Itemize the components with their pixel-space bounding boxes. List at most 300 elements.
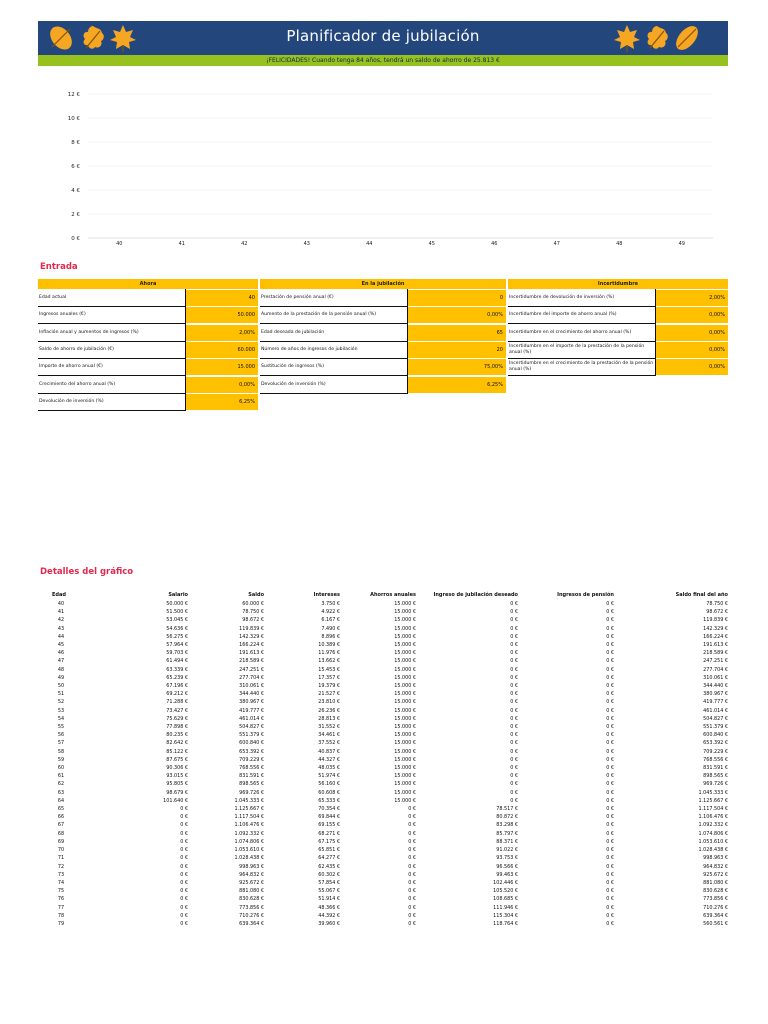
table-row — [38, 863, 728, 871]
table-cell: 118.764 € — [493, 920, 518, 927]
table-cell: 46 — [57, 650, 65, 657]
table-cell: 504.827 € — [703, 715, 728, 722]
x-tick-label: 40 — [116, 241, 123, 247]
table-cell: 551.379 € — [703, 724, 728, 731]
maple-leaf-icon — [612, 23, 642, 53]
table-cell: 80.872 € — [496, 814, 518, 821]
table-cell: 218.589 € — [239, 658, 264, 665]
table-cell: 898.565 € — [703, 773, 728, 780]
table-cell: 768.556 € — [703, 756, 728, 763]
table-cell: 0 € — [180, 838, 188, 845]
table-cell: 15.000 € — [394, 617, 416, 624]
table-cell: 1.028.438 € — [234, 855, 264, 862]
table-cell: 15.000 € — [394, 699, 416, 706]
table-cell: 15.000 € — [394, 789, 416, 796]
table-row — [38, 748, 728, 756]
table-cell: 15.000 € — [394, 740, 416, 747]
table-cell: 64.277 € — [318, 855, 340, 862]
table-cell: 75 — [57, 888, 65, 895]
table-cell: 773.856 € — [703, 896, 728, 903]
table-row — [38, 756, 728, 764]
table-row — [38, 616, 728, 624]
table-cell: 461.014 € — [239, 715, 264, 722]
table-cell: 0 € — [606, 847, 614, 854]
table-cell: 998.963 € — [703, 855, 728, 862]
input-value-field[interactable]: 2,00% — [186, 325, 258, 341]
table-cell: 0 € — [408, 847, 416, 854]
table-cell: 98.679 € — [166, 789, 188, 796]
table-cell: 0 € — [510, 797, 518, 804]
table-row — [38, 871, 728, 879]
table-cell: 0 € — [510, 633, 518, 640]
table-row — [38, 797, 728, 805]
page-title: Planificador de jubilación — [286, 27, 480, 45]
column-header: Edad — [52, 592, 66, 598]
table-cell: 60.302 € — [318, 871, 340, 878]
table-cell: 15.000 € — [394, 707, 416, 714]
table-cell: 653.392 € — [239, 748, 264, 755]
table-cell: 17.357 € — [318, 674, 340, 681]
table-cell: 1.074.806 € — [234, 838, 264, 845]
table-cell: 0 € — [180, 814, 188, 821]
table-cell: 53 — [57, 707, 65, 714]
table-cell: 0 € — [606, 724, 614, 731]
table-cell: 76 — [57, 896, 65, 903]
table-cell: 13.662 € — [318, 658, 340, 665]
table-cell: 0 € — [606, 756, 614, 763]
table-cell: 15.000 € — [394, 797, 416, 804]
table-cell: 65.851 € — [318, 847, 340, 854]
table-cell: 67.196 € — [166, 683, 188, 690]
table-cell: 56.275 € — [166, 633, 188, 640]
table-cell: 0 € — [510, 781, 518, 788]
table-cell: 48.366 € — [318, 904, 340, 911]
table-cell: 15.000 € — [394, 765, 416, 772]
table-cell: 0 € — [606, 674, 614, 681]
table-cell: 93.753 € — [496, 855, 518, 862]
column-header: Intereses — [313, 592, 340, 598]
table-cell: 69 — [57, 838, 65, 845]
table-cell: 831.591 € — [703, 765, 728, 772]
summary-amount: 25.813 € — [473, 57, 500, 64]
table-cell: 0 € — [606, 666, 614, 673]
table-cell: 67 — [57, 822, 65, 829]
table-cell: 1.045.333 € — [698, 789, 728, 796]
table-cell: 380.967 € — [703, 691, 728, 698]
table-row — [38, 707, 728, 715]
table-cell: 55 — [57, 724, 65, 731]
table-cell: 0 € — [606, 691, 614, 698]
table-cell: 99.463 € — [496, 871, 518, 878]
table-cell: 44 — [57, 633, 65, 640]
column-header: Salario — [168, 592, 188, 598]
table-cell: 768.556 € — [239, 765, 264, 772]
table-cell: 0 € — [408, 888, 416, 895]
table-cell: 925.672 € — [703, 871, 728, 878]
leaf-icon — [672, 23, 702, 53]
table-cell: 50.000 € — [166, 601, 188, 607]
table-cell: 0 € — [606, 707, 614, 714]
table-cell: 0 € — [180, 822, 188, 829]
table-cell: 26.236 € — [318, 707, 340, 714]
table-cell: 91.022 € — [496, 847, 518, 854]
table-cell: 0 € — [408, 863, 416, 870]
table-cell: 71 — [57, 855, 65, 862]
table-cell: 881.080 € — [703, 879, 728, 886]
input-value-field[interactable]: 65 — [408, 325, 506, 341]
table-cell: 0 € — [606, 920, 614, 927]
table-cell: 41 — [57, 609, 65, 616]
table-cell: 166.224 € — [239, 642, 264, 649]
table-cell: 11.976 € — [318, 650, 340, 657]
table-cell: 15.000 € — [394, 666, 416, 673]
x-tick-label: 46 — [491, 241, 498, 247]
x-tick-label: 42 — [241, 241, 248, 247]
table-cell: 44.392 € — [318, 912, 340, 919]
table-cell: 85.797 € — [496, 830, 518, 837]
y-tick-label: 12 € — [67, 92, 80, 98]
table-cell: 0 € — [606, 806, 614, 813]
table-row — [38, 912, 728, 920]
table-cell: 60.000 € — [242, 601, 264, 607]
table-cell: 28.813 € — [318, 715, 340, 722]
table-cell: 0 € — [180, 863, 188, 870]
table-cell: 69.212 € — [166, 691, 188, 698]
table-cell: 55.067 € — [318, 888, 340, 895]
table-cell: 0 € — [180, 920, 188, 927]
table-cell: 560.561 € — [703, 920, 728, 927]
input-value-field[interactable]: 0,00% — [186, 377, 258, 393]
table-cell: 0 € — [510, 756, 518, 763]
table-cell: 10.389 € — [318, 642, 340, 649]
table-cell: 0 € — [510, 625, 518, 632]
row-divider — [260, 393, 408, 394]
table-cell: 63.339 € — [166, 666, 188, 673]
table-cell: 19.379 € — [318, 683, 340, 690]
table-cell: 0 € — [408, 822, 416, 829]
table-cell: 0 € — [510, 765, 518, 772]
table-cell: 15.000 € — [394, 625, 416, 632]
input-group-header: Incertidumbre — [508, 279, 728, 289]
table-cell: 57 — [57, 740, 65, 747]
table-cell: 600.840 € — [703, 732, 728, 739]
table-cell: 0 € — [606, 683, 614, 690]
table-row — [38, 690, 728, 698]
table-cell: 48 — [57, 666, 65, 673]
table-cell: 58 — [57, 748, 65, 755]
table-cell: 73.427 € — [166, 707, 188, 714]
table-cell: 0 € — [606, 773, 614, 780]
table-cell: 0 € — [180, 912, 188, 919]
table-cell: 51.914 € — [318, 896, 340, 903]
table-cell: 48.035 € — [318, 765, 340, 772]
table-cell: 247.251 € — [239, 666, 264, 673]
table-cell: 37.552 € — [318, 740, 340, 747]
table-cell: 504.827 € — [239, 724, 264, 731]
table-cell: 1.092.332 € — [234, 830, 264, 837]
table-cell: 71.288 € — [166, 699, 188, 706]
table-cell: 57.854 € — [318, 879, 340, 886]
table-cell: 142.329 € — [703, 625, 728, 632]
table-cell: 78.750 € — [706, 601, 728, 607]
input-label: Ingresos anuales (€) — [39, 312, 86, 318]
table-row — [38, 625, 728, 633]
table-cell: 964.832 € — [703, 863, 728, 870]
input-value-field[interactable]: 0,00% — [408, 307, 506, 323]
table-row — [38, 887, 728, 895]
table-cell: 0 € — [408, 830, 416, 837]
table-row — [38, 657, 728, 665]
row-divider — [508, 375, 656, 376]
table-cell: 85.122 € — [166, 748, 188, 755]
table-cell: 15.000 € — [394, 691, 416, 698]
table-row — [38, 904, 728, 912]
table-cell: 247.251 € — [703, 658, 728, 665]
input-label: Edad deseada de jubilación — [261, 329, 325, 335]
table-cell: 0 € — [510, 683, 518, 690]
table-row — [38, 600, 728, 608]
table-cell: 0 € — [510, 773, 518, 780]
input-label: Devolución de inversión (%) — [261, 381, 326, 387]
table-cell: 0 € — [606, 912, 614, 919]
table-row — [38, 633, 728, 641]
summary-age: 84 — [356, 57, 364, 64]
table-cell: 0 € — [510, 617, 518, 624]
table-cell: 3.750 € — [321, 601, 340, 607]
table-cell: 66 — [57, 814, 65, 821]
table-cell: 70 — [57, 847, 65, 854]
table-cell: 0 € — [606, 601, 614, 607]
input-label: Incertidumbre del importe de ahorro anual (%) — [509, 312, 617, 318]
y-tick-label: 2 € — [71, 212, 80, 218]
table-cell: 0 € — [180, 888, 188, 895]
table-cell: 59.703 € — [166, 650, 188, 657]
input-group-header: En la jubilación — [260, 279, 506, 289]
table-cell: 191.613 € — [239, 650, 264, 657]
input-label: Incertidumbre de devolución de inversión (%) — [509, 295, 615, 300]
input-value-field[interactable]: 0,00% — [656, 359, 728, 375]
table-cell: 105.520 € — [493, 888, 518, 895]
table-cell: 15.453 € — [318, 666, 340, 673]
table-cell: 0 € — [606, 650, 614, 657]
table-cell: 57.964 € — [166, 642, 188, 649]
table-cell: 0 € — [606, 617, 614, 624]
x-tick-label: 49 — [678, 241, 685, 247]
table-cell: 60.608 € — [318, 789, 340, 796]
details-table — [38, 590, 728, 928]
table-cell: 0 € — [180, 847, 188, 854]
table-cell: 44.327 € — [318, 756, 340, 763]
table-cell: 0 € — [510, 650, 518, 657]
table-cell: 1.125.667 € — [234, 806, 264, 813]
table-cell: 969.726 € — [703, 781, 728, 788]
table-cell: 90.306 € — [166, 765, 188, 772]
table-cell: 1.092.332 € — [698, 822, 728, 829]
x-tick-label: 44 — [366, 241, 373, 247]
table-row — [38, 698, 728, 706]
table-cell: 0 € — [510, 674, 518, 681]
inputs-section-title: Entrada — [40, 262, 78, 272]
table-row — [38, 805, 728, 813]
table-cell: 15.000 € — [394, 773, 416, 780]
table-cell: 0 € — [606, 896, 614, 903]
table-cell: 639.364 € — [703, 912, 728, 919]
table-row — [38, 723, 728, 731]
input-value-field[interactable]: 0,00% — [656, 325, 728, 341]
table-cell: 461.014 € — [703, 707, 728, 714]
table-cell: 87.675 € — [166, 756, 188, 763]
table-cell: 4.922 € — [321, 609, 340, 616]
input-label: Importe de ahorro anual (€) — [39, 364, 103, 370]
table-row — [38, 731, 728, 739]
input-value-field[interactable]: 0,00% — [656, 342, 728, 358]
table-row — [38, 838, 728, 846]
table-cell: 6.167 € — [321, 617, 340, 624]
table-cell: 0 € — [510, 732, 518, 739]
table-cell: 119.839 € — [703, 617, 728, 624]
table-cell: 0 € — [606, 904, 614, 911]
input-value-field[interactable]: 2,00% — [656, 290, 728, 306]
table-cell: 88.371 € — [496, 838, 518, 845]
input-value-field[interactable]: 20 — [408, 342, 506, 358]
table-cell: 710.276 € — [703, 904, 728, 911]
input-value-field[interactable]: 0 — [408, 290, 506, 306]
table-cell: 15.000 € — [394, 715, 416, 722]
table-cell: 75.629 € — [166, 715, 188, 722]
table-cell: 551.379 € — [239, 732, 264, 739]
table-row — [38, 772, 728, 780]
table-cell: 1.053.610 € — [698, 838, 728, 845]
table-cell: 709.229 € — [703, 748, 728, 755]
input-value-field[interactable]: 50.000 — [186, 307, 258, 323]
table-cell: 419.777 € — [703, 699, 728, 706]
input-value-field[interactable]: 60.000 — [186, 342, 258, 358]
input-value-field[interactable]: 0,00% — [656, 307, 728, 323]
table-cell: 62 — [57, 781, 65, 788]
details-section-title: Detalles del gráfico — [40, 567, 134, 577]
table-cell: 1.117.504 € — [234, 814, 264, 821]
table-cell: 0 € — [408, 896, 416, 903]
table-cell: 773.856 € — [239, 904, 264, 911]
row-divider — [38, 410, 186, 411]
column-header: Ingreso de jubilación deseado — [433, 592, 518, 598]
table-cell: 15.000 € — [394, 756, 416, 763]
table-cell: 969.726 € — [239, 789, 264, 796]
input-label: Devolución de inversión (%) — [39, 398, 104, 404]
table-cell: 0 € — [180, 904, 188, 911]
table-cell: 0 € — [510, 724, 518, 731]
table-cell: 0 € — [510, 707, 518, 714]
column-divider — [185, 289, 186, 410]
input-label: Incertidumbre en el crecimiento de la prestación de la pensión anual (%) — [509, 361, 654, 373]
table-row — [38, 780, 728, 788]
column-header: Saldo — [248, 592, 264, 598]
table-cell: 0 € — [180, 830, 188, 837]
table-cell: 0 € — [606, 625, 614, 632]
table-cell: 0 € — [606, 871, 614, 878]
table-cell: 78.517 € — [496, 806, 518, 813]
table-cell: 7.490 € — [321, 625, 340, 632]
table-cell: 0 € — [408, 920, 416, 927]
input-value-field[interactable]: 40 — [186, 290, 258, 306]
table-cell: 0 € — [510, 658, 518, 665]
table-cell: 0 € — [606, 830, 614, 837]
table-cell: 380.967 € — [239, 699, 264, 706]
table-cell: 310.061 € — [703, 674, 728, 681]
table-cell: 51.974 € — [318, 773, 340, 780]
table-row — [38, 879, 728, 887]
table-cell: 925.672 € — [239, 879, 264, 886]
table-cell: 1.106.476 € — [698, 814, 728, 821]
input-label: Saldo de ahorro de jubilación (€) — [39, 346, 114, 352]
summary-prefix: ¡FELICIDADES! Cuando tenga — [266, 57, 357, 64]
table-cell: 72 — [57, 863, 65, 870]
table-row — [38, 830, 728, 838]
table-cell: 52 — [57, 699, 65, 706]
table-cell: 0 € — [606, 863, 614, 870]
table-cell: 0 € — [606, 748, 614, 755]
table-cell: 0 € — [510, 691, 518, 698]
table-cell: 83.298 € — [496, 822, 518, 829]
table-cell: 830.628 € — [239, 896, 264, 903]
column-header: Saldo final del año — [675, 592, 728, 598]
table-cell: 78 — [57, 912, 65, 919]
table-cell: 77 — [57, 904, 65, 911]
table-cell: 898.565 € — [239, 781, 264, 788]
table-cell: 31.552 € — [318, 724, 340, 731]
table-cell: 15.000 € — [394, 633, 416, 640]
input-label: Sustitución de ingresos (%) — [261, 364, 324, 370]
table-cell: 64 — [57, 797, 65, 804]
input-value-field[interactable]: 6,25% — [186, 394, 258, 410]
table-cell: 0 € — [408, 912, 416, 919]
table-row — [38, 854, 728, 862]
table-cell: 15.000 € — [394, 732, 416, 739]
table-cell: 15.000 € — [394, 781, 416, 788]
table-cell: 68 — [57, 830, 65, 837]
table-cell: 73 — [57, 871, 65, 878]
table-cell: 1.053.610 € — [234, 847, 264, 854]
table-row — [38, 895, 728, 903]
input-group-header: Ahora — [38, 279, 258, 289]
table-cell: 40 — [57, 601, 65, 607]
table-cell: 15.000 € — [394, 748, 416, 755]
input-value-field[interactable]: 75,00% — [408, 359, 506, 375]
input-value-field[interactable]: 15.000 — [186, 359, 258, 375]
input-value-field[interactable]: 6,25% — [408, 377, 506, 393]
table-cell: 419.777 € — [239, 707, 264, 714]
summary-bar — [38, 55, 728, 66]
table-cell: 15.000 € — [394, 609, 416, 616]
table-row — [38, 813, 728, 821]
table-cell: 830.628 € — [703, 888, 728, 895]
table-cell: 142.329 € — [239, 633, 264, 640]
table-cell: 0 € — [606, 765, 614, 772]
table-cell: 8.896 € — [321, 633, 340, 640]
table-cell: 1.125.667 € — [698, 797, 728, 804]
table-cell: 68.271 € — [318, 830, 340, 837]
table-row — [38, 789, 728, 797]
table-cell: 69.155 € — [318, 822, 340, 829]
table-cell: 15.000 € — [394, 642, 416, 649]
table-cell: 600.840 € — [239, 740, 264, 747]
table-cell: 61.494 € — [166, 658, 188, 665]
table-cell: 15.000 € — [394, 601, 416, 607]
table-cell: 0 € — [408, 879, 416, 886]
x-tick-label: 45 — [428, 241, 435, 247]
input-label: Incertidumbre en el crecimiento del ahorro anual (%) — [509, 329, 632, 335]
table-cell: 61 — [57, 773, 65, 780]
